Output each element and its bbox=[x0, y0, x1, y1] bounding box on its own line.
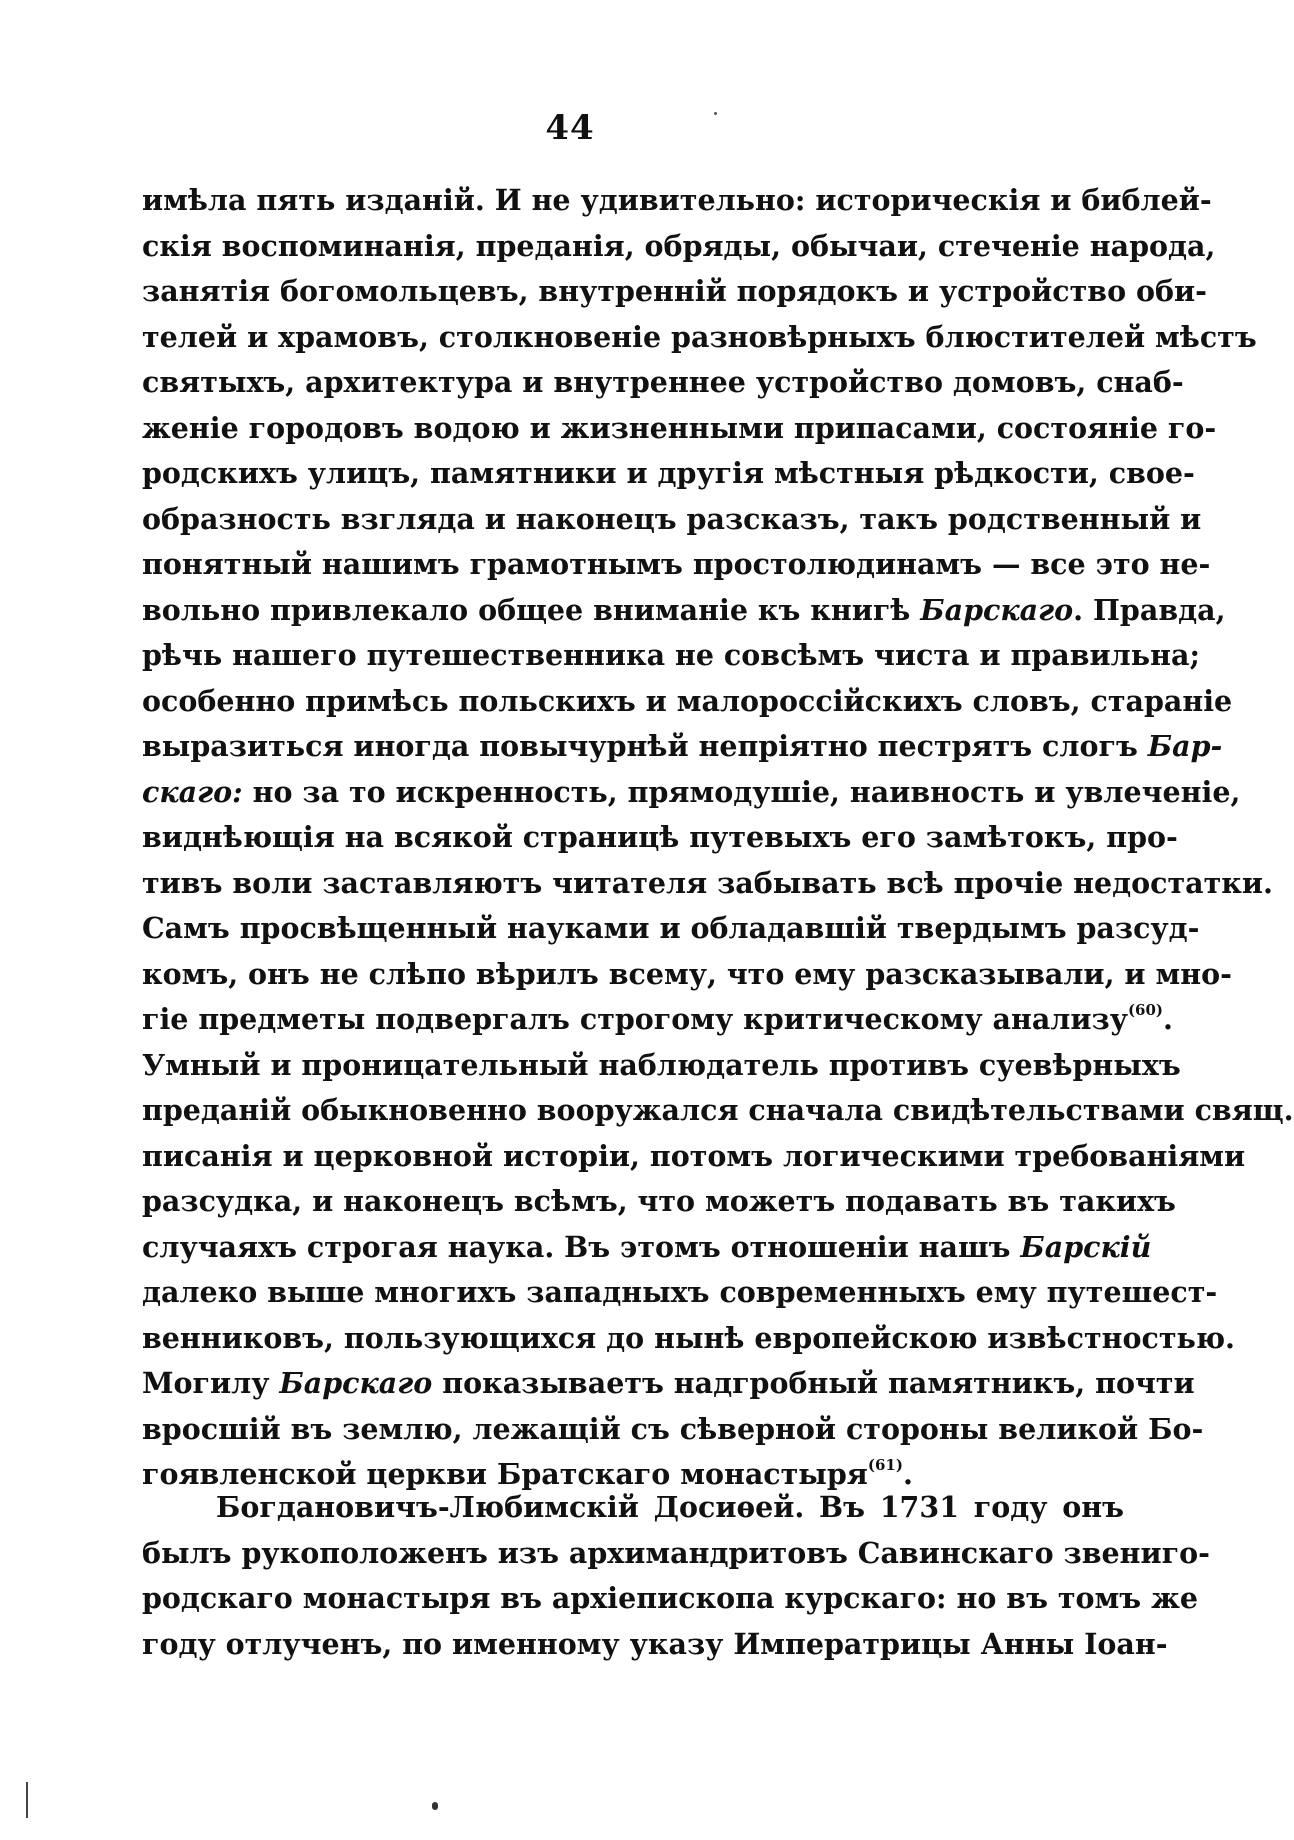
text-line bbox=[142, 588, 1226, 634]
text-segment: . Правда, bbox=[1073, 592, 1226, 627]
page-number: 44 bbox=[545, 108, 595, 148]
print-speck bbox=[432, 1802, 438, 1810]
text-line bbox=[142, 1225, 1152, 1271]
text-line: родскихъ улицъ, памятники и другія мѣстныя рѣдкости, свое- bbox=[142, 456, 1195, 490]
text-line: Умный и проницательный наблюдатель противъ суевѣрныхъ bbox=[142, 1047, 1181, 1082]
entry-heading: Богдановичъ-Любимскій Досиѳей. bbox=[216, 1490, 805, 1524]
text-segment: гоявленской церкви Братскаго монастыря bbox=[142, 1457, 868, 1491]
text-line bbox=[142, 997, 1173, 1043]
text-line: вросшій въ землю, лежащій съ сѣверной стороны великой Бо- bbox=[142, 1411, 1204, 1446]
text-line: рѣчь нашего путешественника не совсѣмъ чиста и правильна; bbox=[142, 638, 1200, 672]
italic-name: Барскій bbox=[1020, 1229, 1152, 1264]
text-line: скія воспоминанія, преданія, обряды, обычаи, стеченіе народа, bbox=[142, 228, 1216, 263]
scan-edge-mark bbox=[26, 1782, 28, 1818]
text-segment: . bbox=[902, 1457, 913, 1491]
text-line: особенно примѣсь польскихъ и малороссійскихъ словъ, стараніе bbox=[142, 683, 1233, 718]
text-line: имѣла пять изданій. И не удивительно: историческія и библей- bbox=[142, 183, 1212, 217]
footnote-ref[interactable]: (61) bbox=[867, 1456, 903, 1474]
text-line: понятный нашимъ грамотнымъ простолюдинамъ — все это не- bbox=[142, 547, 1211, 581]
text-segment: вольно привлекало общее вниманіе къ книгѣ bbox=[142, 592, 921, 627]
text-segment: но за то искренность, прямодушіе, наивность и увлеченіе, bbox=[242, 774, 1241, 809]
text-line: венниковъ, пользующихся до нынѣ европейскою извѣстностью. bbox=[142, 1320, 1235, 1355]
text-line bbox=[142, 770, 1241, 816]
text-line: комъ, онъ не слѣпо вѣрилъ всему, что ему разсказывали, и мно- bbox=[142, 956, 1232, 991]
text-line: образность взгляда и наконецъ разсказъ, такъ родственный и bbox=[142, 501, 1202, 536]
text-line: родскаго монастыря въ архіепископа курскаго: но въ томъ же bbox=[142, 1581, 1199, 1615]
text-segment: Могилу bbox=[142, 1366, 280, 1400]
text-line: тивъ воли заставляютъ читателя забывать всѣ прочіе недостатки. bbox=[142, 865, 1273, 900]
text-line bbox=[142, 724, 1223, 770]
footnote-ref[interactable]: (60) bbox=[1127, 1001, 1164, 1019]
italic-name: Бар- bbox=[1147, 729, 1223, 763]
text-line: занятія богомольцевъ, внутренній порядокъ и устройство оби- bbox=[142, 274, 1208, 308]
text-line bbox=[142, 1485, 1124, 1531]
text-line: виднѣющія на всякой страницѣ путевыхъ его замѣтокъ, про- bbox=[142, 820, 1178, 854]
italic-name: Барскаго bbox=[279, 1366, 433, 1400]
text-segment: показываетъ надгробный памятникъ, почти bbox=[432, 1366, 1195, 1400]
text-line: былъ рукоположенъ изъ архимандритовъ Савинскаго звениго- bbox=[142, 1535, 1210, 1570]
text-line: святыхъ, архитектура и внутреннее устройство домовъ, снаб- bbox=[142, 365, 1184, 399]
text-line: году отлученъ, по именному указу Императрицы Анны Іоан- bbox=[142, 1626, 1168, 1661]
paragraph-bogdanovich bbox=[142, 1485, 1210, 1667]
text-line: разсудка, и наконецъ всѣмъ, что можетъ подавать въ такихъ bbox=[142, 1184, 1176, 1218]
italic-name: Барскаго bbox=[920, 592, 1074, 627]
text-line: Самъ просвѣщенный науками и обладавшій твердымъ разсуд- bbox=[142, 911, 1200, 945]
text-line: писанія и церковной исторіи, потомъ логическими требованіями bbox=[142, 1138, 1246, 1173]
text-line: телей и храмовъ, столкновеніе разновѣрныхъ блюстителей мѣстъ bbox=[142, 319, 1257, 354]
text-segment: . bbox=[1163, 1002, 1173, 1036]
text-line: далеко выше многихъ западныхъ современныхъ ему путешест- bbox=[142, 1275, 1218, 1309]
text-segment: Въ 1731 году онъ bbox=[804, 1490, 1124, 1524]
print-speck bbox=[714, 112, 717, 115]
text-line: преданій обыкновенно вооружался сначала свидѣтельствами свящ. bbox=[142, 1093, 1294, 1127]
text-line: женіе городовъ водою и жизненными припасами, состояніе го- bbox=[142, 410, 1217, 445]
italic-name: скаго: bbox=[142, 774, 243, 809]
paragraph-barsky bbox=[142, 178, 1294, 1498]
text-line bbox=[142, 1361, 1195, 1407]
text-segment: случаяхъ строгая наука. Въ этомъ отношеніи нашъ bbox=[142, 1229, 1021, 1264]
text-segment: выразиться иногда повычурнѣй непріятно пестрятъ слогъ bbox=[142, 729, 1148, 763]
text-segment: гіе предметы подвергалъ строгому критическому анализу bbox=[142, 1002, 1128, 1036]
